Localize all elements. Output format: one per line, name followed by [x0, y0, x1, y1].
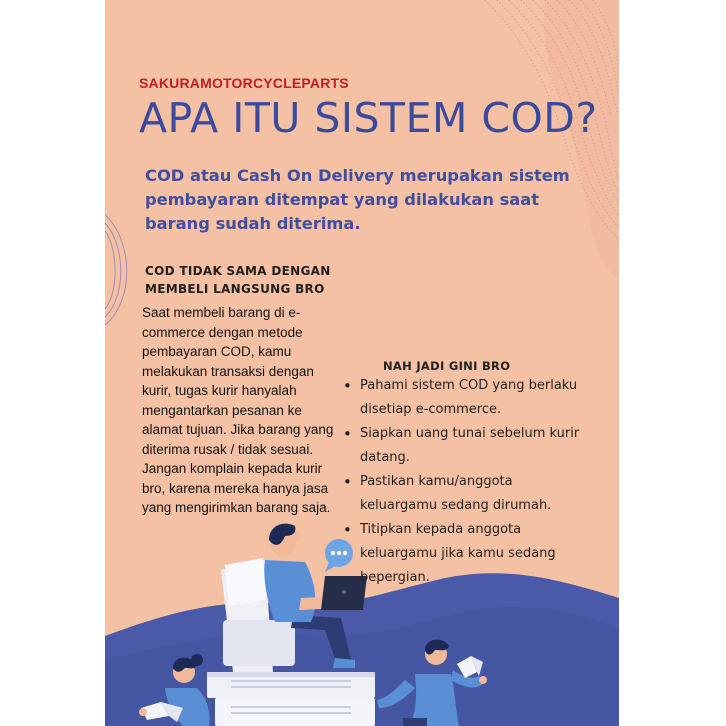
man-reading — [377, 640, 487, 726]
left-section-heading — [145, 262, 360, 298]
tips-list — [343, 374, 593, 590]
brand-name: SAKURAMOTORCYCLEPARTS — [139, 75, 349, 91]
poster — [105, 0, 619, 726]
book-stack — [207, 672, 375, 726]
left-heading-line-2: MEMBELI LANGSUNG BRO — [145, 282, 325, 296]
list-item: • Pahami sistem COD yang berlaku disetiap e-commerce. — [343, 374, 593, 422]
right-section-heading: NAH JADI GINI BRO — [383, 359, 511, 373]
list-item: • Pastikan kamu/anggota keluargamu sedang dirumah. — [343, 470, 593, 518]
left-paragraph-2: Jangan komplain kepada kurir bro, karena mereka hanya jasa yang mengirimkan barang saja. — [142, 461, 331, 515]
intro-paragraph: COD atau Cash On Delivery merupakan sistem pembayaran ditempat yang dilakukan saat barang sudah diterima. — [145, 166, 570, 233]
woman-reading — [139, 654, 210, 726]
list-item: • Siapkan uang tunai sebelum kurir datang. — [343, 422, 593, 470]
page-title: APA ITU SISTEM COD? — [139, 94, 598, 142]
list-item: • Titipkan kepada anggota keluargamu jika kamu sedang bepergian. — [343, 518, 593, 590]
left-paragraph-1: Saat membeli barang di e-commerce dengan metode pembayaran COD, kamu melakukan transaksi dengan kurir, tugas kurir hanyalah mengantarkan pesanan ke alamat tujuan. Jika barang yang diterima rusak / tidak sesuai. — [142, 305, 334, 457]
left-section-body — [142, 303, 342, 518]
left-heading-line-1: COD TIDAK SAMA DENGAN — [145, 264, 331, 278]
